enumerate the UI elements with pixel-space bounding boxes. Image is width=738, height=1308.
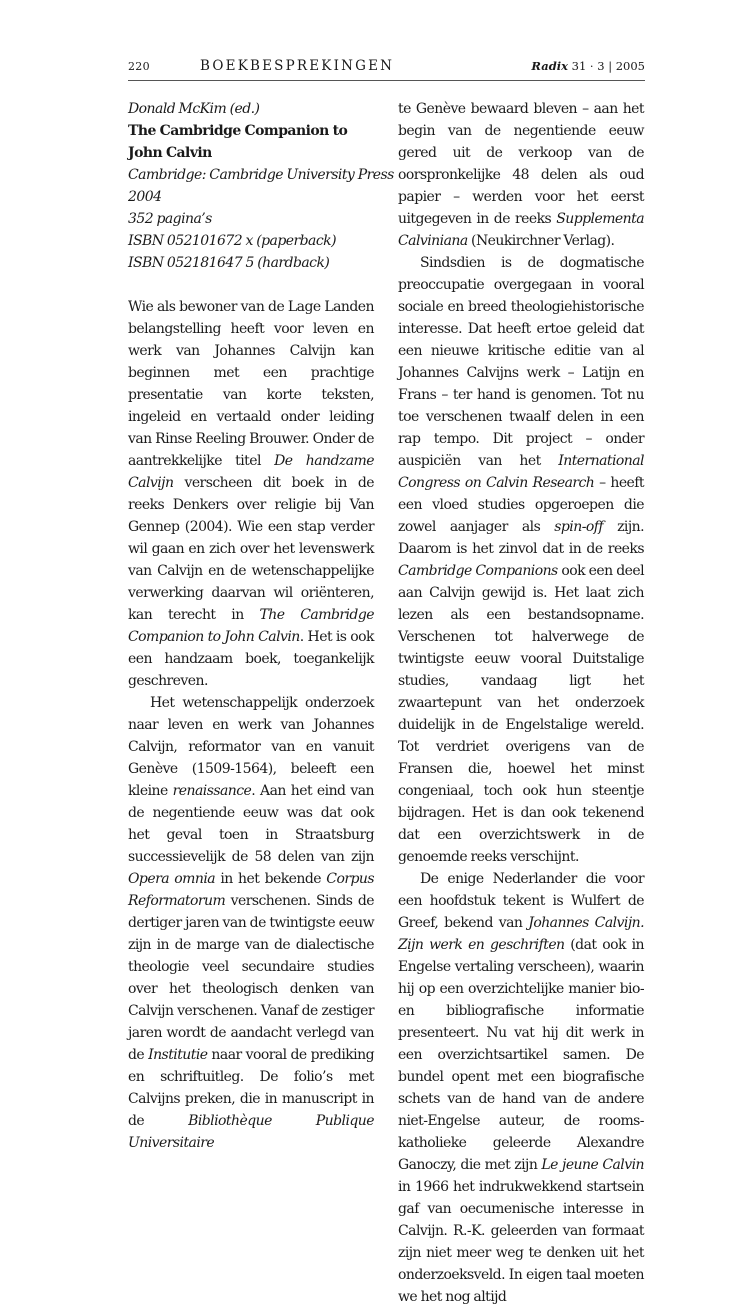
p2-text-d: verschenen. Sinds de dertiger jaren van de twintigste eeuw zijn in de marge van de dialectische theologie veel secundaire studies over het theologisch denken van Calvijn verschenen. Vanaf de zestiger jaren wordt de aandacht verlegd van de xyxy=(128,893,374,1063)
book-isbn-hardback: ISBN 052181647 5 (hardback) xyxy=(128,255,330,271)
p3-spin-off: spin-off xyxy=(554,519,604,535)
book-editor: Donald McKim (ed.) xyxy=(128,101,260,117)
p2-bibliotheque: Bibliothèque Publique Universitaire xyxy=(128,1113,374,1151)
p1-text-c: . Het is ook een handzaam boek, toegankelijk geschreven. xyxy=(128,629,374,689)
paragraph-2-start xyxy=(128,692,374,1154)
paragraph-4 xyxy=(398,868,644,1308)
book-bibliography xyxy=(128,98,394,274)
journal-info xyxy=(531,59,645,73)
section-title: BOEKBESPREKINGEN xyxy=(200,58,395,74)
p4-text-b: (dat ook in Engelse vertaling verscheen), waarin hij op een overzichtelijke manier bio- en bibliografische informatie presenteert. Nu vat hij dit werk in een overzichtsartikel samen. De bundel opent met een biografische schets van de hand van de andere niet-Engelse auteur, de rooms-katholieke geleerde Alexandre Ganoczy, die met zijn xyxy=(398,937,645,1173)
p2-opera-omnia: Opera omnia xyxy=(128,871,216,887)
p2-corpus: Corpus Reformatorum xyxy=(128,871,374,909)
paragraph-2-continued xyxy=(398,98,644,252)
p1-text-b: verscheen dit boek in de reeks Denkers over religie bij Van Gennep (2004). Wie een stap verder wil gaan en zich over het levenswerk van Calvijn en de wetenschappelijke verwerking daarvan wil oriënteren, kan terecht in xyxy=(128,475,374,623)
p1-title-handzame: De handzame Calvijn xyxy=(128,453,374,491)
p3-text-b: – heeft een vloed studies opgeroepen die zowel aanjager als xyxy=(398,475,644,535)
p2-renaissance: renaissance xyxy=(172,783,252,799)
p2-supplementa: Supplementa Calviniana xyxy=(398,211,644,249)
book-title-line-1: The Cambridge Companion to xyxy=(128,123,348,139)
p3-congress: International Congress on Calvin Research xyxy=(398,453,644,491)
book-year: 2004 xyxy=(128,189,162,205)
p1-title-companion: The Cambridge Companion to John Calvin xyxy=(128,607,374,645)
right-column xyxy=(398,98,644,1308)
journal-issue: 31 · 3 | 2005 xyxy=(571,59,645,73)
book-isbn-paperback: ISBN 052101672 x (paperback) xyxy=(128,233,336,249)
p3-text-a: Sindsdien is de dogmatische preoccupatie overgegaan in vooral sociale en breed theologiehistorische interesse. Dat heeft ertoe geleid dat een nieuwe kritische editie van al Johannes Calvijns werk – Latijn en Frans – ter hand is genomen. Tot nu toe verschenen twaalf delen in een rap tempo. Dit project – onder auspiciën van het xyxy=(398,255,644,469)
p2-text-f: te Genève bewaard bleven – aan het begin van de negentiende eeuw gered uit de verkoop van de oorspronkelijke 48 delen als oud papier – werden voor het eerst uitgegeven in de reeks xyxy=(398,101,644,227)
left-column xyxy=(128,98,394,1154)
p3-companions: Cambridge Companions xyxy=(398,563,558,579)
p4-title-de-greef: Johannes Calvijn. Zijn werk en geschriften xyxy=(398,915,644,953)
p2-institutie: Institutie xyxy=(148,1047,208,1063)
book-publisher: Cambridge: Cambridge University Press xyxy=(128,167,394,183)
p4-text-c: in 1966 het indrukwekkend startsein gaf van oecumenische interesse in Calvijn. R.-K. geleerden van formaat zijn niet meer weg te denken uit het onderzoeksveld. In eigen taal moeten we het nog altijd xyxy=(398,1179,644,1305)
running-header xyxy=(128,58,645,81)
p2-text-e: naar vooral de prediking en schriftuitleg. De folio’s met Calvijns preken, die in manuscript in de xyxy=(128,1047,374,1129)
p2-text-a: Het wetenschappelijk onderzoek naar leven en werk van Johannes Calvijn, reformator van en vanuit Genève (1509-1564), beleeft een kleine xyxy=(128,695,374,799)
p4-jeune-calvin: Le jeune Calvin xyxy=(541,1157,644,1173)
p1-text-a: Wie als bewoner van de Lage Landen belangstelling heeft voor leven en werk van Johannes Calvijn kan beginnen met een prachtige presentatie van korte teksten, ingeleid en vertaald onder leiding van Rinse Reeling Brouwer. Onder de aantrekkelijke titel xyxy=(128,299,374,469)
page-number: 220 xyxy=(128,60,150,73)
p3-text-c: zijn. Daarom is het zinvol dat in de reeks xyxy=(398,519,644,557)
p4-text-a: De enige Nederlander die voor een hoofdstuk tekent is Wulfert de Greef, bekend van xyxy=(398,871,644,931)
paragraph-1 xyxy=(128,296,374,692)
p2-text-c: in het bekende xyxy=(215,871,327,887)
p2-text-g: (Neukirchner Verlag). xyxy=(467,233,615,249)
p2-text-b: . Aan het eind van de negentiende eeuw was dat ook het geval toen in Straatsburg successievelijk de 58 delen van zijn xyxy=(128,783,374,865)
p3-text-d: ook een deel aan Calvijn gewijd is. Het laat zich lezen als een bestandsopname. Verschenen tot halverwege de twintigste eeuw vooral Duitstalige studies, vandaag ligt het zwaartepunt van het onderzoek duidelijk in de Engelstalige wereld. Tot verdriet overigens van de Fransen die, hoewel het minst congeniaal, toch ook hun steentje bijdragen. Het is dan ook tekenend dat een overzichtswerk in de genoemde reeks verschijnt. xyxy=(398,563,644,865)
journal-name: Radix xyxy=(531,59,568,73)
book-title-line-2: John Calvin xyxy=(128,145,212,161)
paragraph-3 xyxy=(398,252,644,868)
book-pages: 352 pagina’s xyxy=(128,211,212,227)
